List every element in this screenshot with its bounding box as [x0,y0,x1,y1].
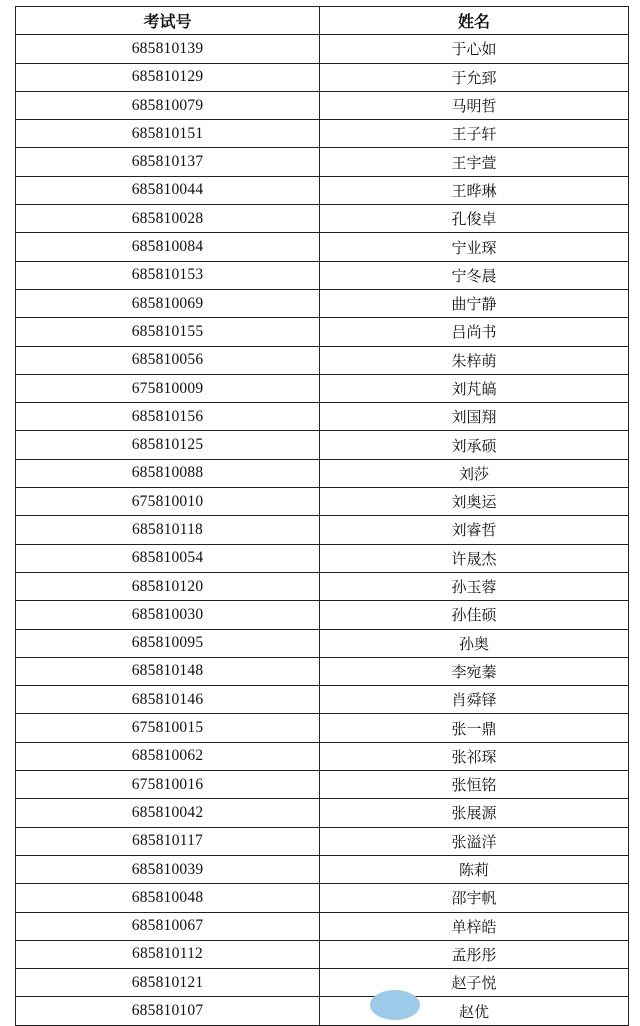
exam-number-cell: 685810084 [16,233,320,261]
student-name-cell: 单梓皓 [320,912,629,940]
student-name-cell: 吕尚书 [320,318,629,346]
table-row [16,403,629,431]
exam-number-cell: 685810118 [16,516,320,544]
exam-number-cell: 685810067 [16,912,320,940]
table-row [16,912,629,940]
exam-number-cell: 685810069 [16,289,320,317]
exam-number-cell: 685810112 [16,940,320,968]
student-name-cell: 许晟杰 [320,544,629,572]
student-name-cell: 陈莉 [320,855,629,883]
table-row [16,233,629,261]
student-name-cell: 王宇萱 [320,148,629,176]
student-name-cell: 刘莎 [320,459,629,487]
exam-number-cell: 685810048 [16,884,320,912]
exam-number-cell: 685810079 [16,91,320,119]
exam-number-cell: 675810010 [16,488,320,516]
roster-table [15,6,629,1026]
table-row [16,997,629,1025]
exam-number-cell: 685810156 [16,403,320,431]
student-name-cell: 张一鼎 [320,714,629,742]
table-row [16,629,629,657]
exam-number-cell: 685810062 [16,742,320,770]
watermark-logo [370,990,420,1020]
table-row [16,827,629,855]
student-name-cell: 宁业琛 [320,233,629,261]
exam-number-cell: 685810139 [16,35,320,63]
student-name-cell: 孙玉蓉 [320,572,629,600]
exam-number-cell: 685810107 [16,997,320,1025]
table-row [16,488,629,516]
table-row [16,205,629,233]
exam-number-cell: 685810146 [16,686,320,714]
table-row [16,742,629,770]
table-row [16,431,629,459]
table-row [16,516,629,544]
table-row [16,884,629,912]
student-name-cell: 王晔琳 [320,176,629,204]
student-name-cell: 宁冬晨 [320,261,629,289]
student-name-cell: 张恒铭 [320,771,629,799]
exam-number-cell: 685810155 [16,318,320,346]
table-row [16,459,629,487]
student-name-cell: 曲宁静 [320,289,629,317]
student-name-cell: 李宛蓁 [320,657,629,685]
table-row [16,940,629,968]
table-row [16,855,629,883]
exam-number-cell: 675810009 [16,374,320,402]
student-name-cell: 孙佳硕 [320,601,629,629]
student-name-cell: 邵宇帆 [320,884,629,912]
table-row [16,148,629,176]
student-name-cell: 张祁琛 [320,742,629,770]
table-row [16,714,629,742]
exam-number-cell: 685810042 [16,799,320,827]
table-row [16,91,629,119]
student-name-cell: 王子轩 [320,120,629,148]
exam-number-cell: 685810153 [16,261,320,289]
exam-number-cell: 685810129 [16,63,320,91]
student-name-cell: 朱梓萌 [320,346,629,374]
exam-number-cell: 675810015 [16,714,320,742]
exam-number-cell: 685810039 [16,855,320,883]
student-name-cell: 孟彤彤 [320,940,629,968]
student-name-cell: 于心如 [320,35,629,63]
table-row [16,374,629,402]
header-row [16,7,629,35]
student-name-cell: 刘睿哲 [320,516,629,544]
table-row [16,35,629,63]
table-body [16,35,629,1025]
exam-number-cell: 685810095 [16,629,320,657]
table-row [16,657,629,685]
exam-number-cell: 685810148 [16,657,320,685]
table-row [16,969,629,997]
student-name-cell: 于允郅 [320,63,629,91]
table-header [16,7,629,35]
table-row [16,544,629,572]
student-name-cell: 马明哲 [320,91,629,119]
exam-number-cell: 685810121 [16,969,320,997]
student-name-cell: 孙奥 [320,629,629,657]
student-name-cell: 肖舜铎 [320,686,629,714]
exam-number-cell: 685810151 [16,120,320,148]
table-row [16,289,629,317]
table-row [16,346,629,374]
table-row [16,120,629,148]
student-name-cell: 刘芃皜 [320,374,629,402]
table-row [16,176,629,204]
student-name-cell: 张溢洋 [320,827,629,855]
table-row [16,572,629,600]
student-name-cell: 刘承硕 [320,431,629,459]
student-name-cell: 孔俊卓 [320,205,629,233]
table-row [16,318,629,346]
student-name-cell: 刘奥运 [320,488,629,516]
exam-number-cell: 685810028 [16,205,320,233]
exam-number-cell: 685810125 [16,431,320,459]
table-row [16,771,629,799]
student-name-cell: 赵优 [320,997,629,1025]
column-header-exam-no: 考试号 [16,7,320,35]
exam-number-cell: 685810030 [16,601,320,629]
column-header-name: 姓名 [320,7,629,35]
table-row [16,63,629,91]
student-name-cell: 刘国翔 [320,403,629,431]
exam-number-cell: 685810088 [16,459,320,487]
exam-number-cell: 685810137 [16,148,320,176]
exam-number-cell: 685810056 [16,346,320,374]
table-row [16,799,629,827]
table-row [16,686,629,714]
table-row [16,601,629,629]
exam-number-cell: 685810120 [16,572,320,600]
student-name-cell: 张展源 [320,799,629,827]
exam-number-cell: 685810044 [16,176,320,204]
exam-number-cell: 685810117 [16,827,320,855]
table-row [16,261,629,289]
exam-number-cell: 675810016 [16,771,320,799]
student-name-cell: 赵子悦 [320,969,629,997]
exam-number-cell: 685810054 [16,544,320,572]
